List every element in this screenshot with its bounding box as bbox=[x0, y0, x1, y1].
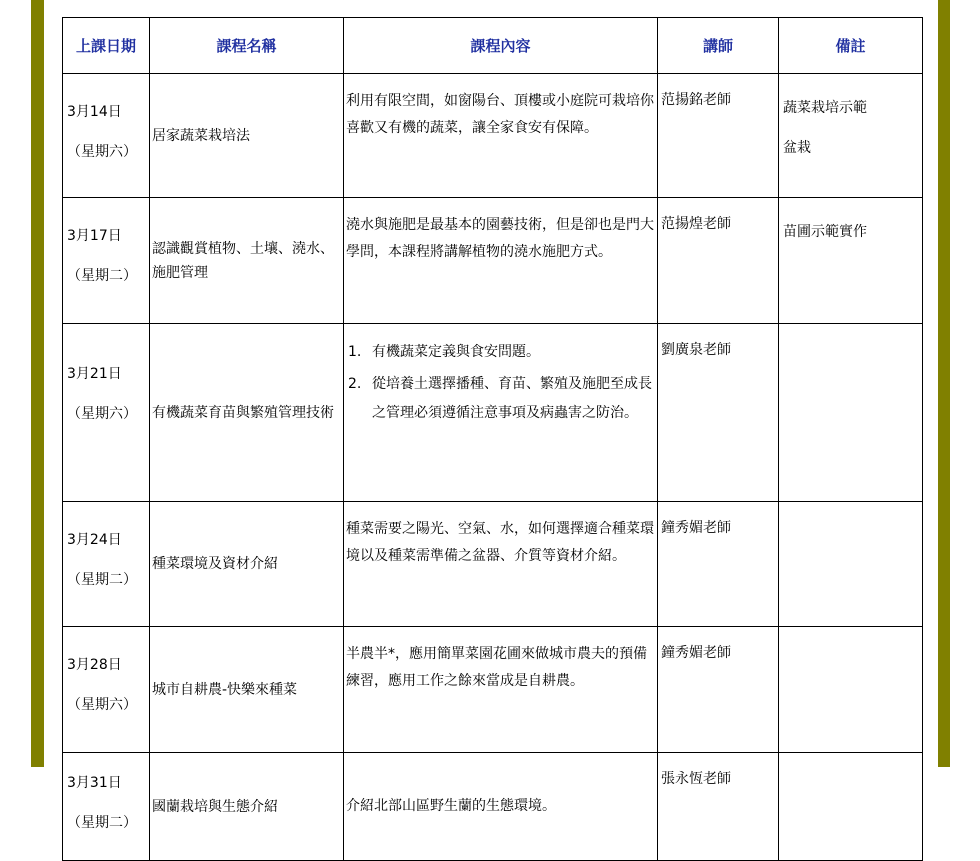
course-content-cell: 半農半*，應用簡單菜園花圃來做城市農夫的預備練習，應用工作之餘來當成是自耕農。 bbox=[344, 627, 658, 753]
header-content: 課程內容 bbox=[344, 18, 658, 74]
weekday-text: （星期六） bbox=[67, 406, 137, 422]
course-content-cell: 介紹北部山區野生蘭的生態環境。 bbox=[344, 753, 658, 861]
left-border-bar bbox=[31, 0, 44, 767]
header-note: 備註 bbox=[779, 18, 923, 74]
list-text: 從培養土選擇播種、育苗、繁殖及施肥至成長之管理必須遵循注意事項及病蟲害之防治。 bbox=[372, 376, 652, 421]
page-content bbox=[44, 0, 938, 831]
table-row bbox=[63, 198, 923, 324]
course-content-cell: 利用有限空間，如窗陽台、頂樓或小庭院可栽培你喜歡又有機的蔬菜，讓全家食安有保障。 bbox=[344, 74, 658, 198]
course-name-cell: 有機蔬菜育苗與繁殖管理技術 bbox=[150, 324, 344, 502]
date-text: 3月31日 bbox=[67, 775, 122, 791]
date-cell bbox=[63, 753, 150, 861]
header-teacher: 講師 bbox=[658, 18, 779, 74]
date-cell bbox=[63, 324, 150, 502]
weekday-text: （星期二） bbox=[67, 268, 137, 284]
teacher-cell: 張永恆老師 bbox=[658, 753, 779, 861]
note-cell bbox=[779, 627, 923, 753]
date-text: 3月14日 bbox=[67, 104, 122, 120]
list-item bbox=[346, 370, 655, 428]
course-name-cell: 居家蔬菜栽培法 bbox=[150, 74, 344, 198]
date-cell bbox=[63, 502, 150, 627]
list-number: 2. bbox=[348, 376, 362, 392]
weekday-text: （星期二） bbox=[67, 572, 137, 588]
note-cell bbox=[779, 502, 923, 627]
date-text: 3月24日 bbox=[67, 532, 122, 548]
date-text: 3月28日 bbox=[67, 657, 122, 673]
weekday-text: （星期六） bbox=[67, 144, 137, 160]
weekday-text: （星期二） bbox=[67, 815, 137, 831]
table-row bbox=[63, 753, 923, 861]
course-name-cell: 城市自耕農-快樂來種菜 bbox=[150, 627, 344, 753]
date-cell bbox=[63, 198, 150, 324]
note-cell bbox=[779, 324, 923, 502]
course-schedule-table bbox=[62, 17, 923, 861]
course-topic-list bbox=[346, 338, 655, 428]
table-row bbox=[63, 627, 923, 753]
note-line: 蔬菜栽培示範 bbox=[783, 100, 867, 116]
date-text: 3月17日 bbox=[67, 228, 122, 244]
note-cell bbox=[779, 74, 923, 198]
date-cell bbox=[63, 74, 150, 198]
teacher-cell: 范揚銘老師 bbox=[658, 74, 779, 198]
teacher-cell: 鐘秀媚老師 bbox=[658, 502, 779, 627]
course-name-cell: 國蘭栽培與生態介紹 bbox=[150, 753, 344, 861]
course-name-cell: 種菜環境及資材介紹 bbox=[150, 502, 344, 627]
date-text: 3月21日 bbox=[67, 366, 122, 382]
right-border-bar bbox=[938, 0, 950, 767]
course-content-cell: 種菜需要之陽光、空氣、水，如何選擇適合種菜環境以及種菜需準備之盆器、介質等資材介紹。 bbox=[344, 502, 658, 627]
table-header-row bbox=[63, 18, 923, 74]
header-date: 上課日期 bbox=[63, 18, 150, 74]
weekday-text: （星期六） bbox=[67, 697, 137, 713]
table-row bbox=[63, 74, 923, 198]
teacher-cell: 劉廣泉老師 bbox=[658, 324, 779, 502]
note-line: 苗圃示範實作 bbox=[783, 224, 867, 240]
table-row bbox=[63, 324, 923, 502]
course-content-cell bbox=[344, 324, 658, 502]
note-line: 盆栽 bbox=[783, 140, 811, 156]
list-item bbox=[346, 338, 655, 367]
course-content-cell: 澆水與施肥是最基本的園藝技術，但是卻也是門大學問，本課程將講解植物的澆水施肥方式。 bbox=[344, 198, 658, 324]
note-cell bbox=[779, 198, 923, 324]
list-text: 有機蔬菜定義與食安問題。 bbox=[372, 344, 540, 360]
header-course-name: 課程名稱 bbox=[150, 18, 344, 74]
table-row bbox=[63, 502, 923, 627]
list-number: 1. bbox=[348, 344, 362, 360]
date-cell bbox=[63, 627, 150, 753]
teacher-cell: 范揚煌老師 bbox=[658, 198, 779, 324]
note-cell bbox=[779, 753, 923, 861]
teacher-cell: 鐘秀媚老師 bbox=[658, 627, 779, 753]
course-name-cell: 認識觀賞植物、土壤、澆水、施肥管理 bbox=[150, 198, 344, 324]
